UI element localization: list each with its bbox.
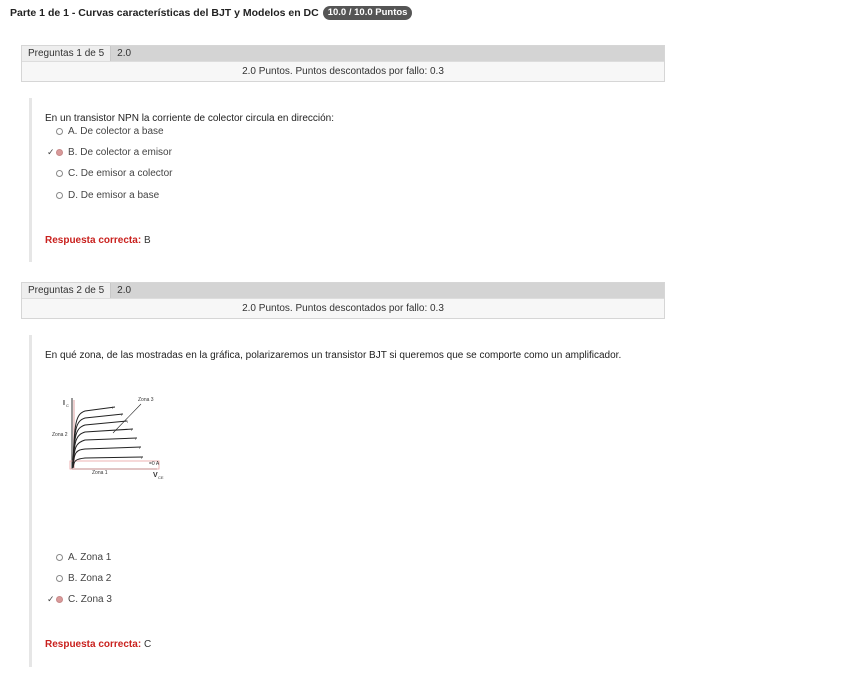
question-2-correct-answer — [45, 639, 151, 650]
option-label: C. De emisor a colector — [68, 167, 173, 179]
page-header — [10, 5, 412, 21]
option-label: C. Zona 3 — [68, 593, 112, 605]
question-2-points: 2.0 — [117, 285, 132, 296]
question-1-option-a[interactable] — [47, 124, 164, 138]
correct-answer-value: C — [143, 639, 152, 650]
question-1-option-c[interactable] — [47, 166, 172, 180]
question-1-correct-answer — [45, 235, 151, 246]
ib3-label: I — [131, 427, 133, 432]
radio-icon[interactable] — [56, 554, 63, 561]
option-label: A. De colector a base — [68, 125, 164, 137]
radio-selected-icon[interactable] — [56, 596, 63, 603]
page-title: Parte 1 de 1 - Curvas características del BJT y Modelos en DC — [10, 7, 319, 19]
curve-ib0 — [73, 457, 143, 468]
option-label: B. De colector a emisor — [68, 146, 172, 158]
question-2-option-c[interactable] — [47, 592, 112, 606]
bjt-characteristic-graph — [45, 392, 175, 484]
question-1-option-d[interactable] — [47, 188, 159, 202]
correct-answer-label: Respuesta correcta: — [45, 235, 142, 246]
radio-selected-icon[interactable] — [56, 149, 63, 156]
radio-icon[interactable] — [56, 128, 63, 135]
zone1-label: Zona 1 — [92, 470, 108, 476]
zone3-label: Zona 3 — [138, 397, 154, 403]
ib0-label: I — [141, 455, 143, 460]
question-2-info: 2.0 Puntos. Puntos descontados por fallo: 0.3 — [22, 298, 664, 318]
bjt-curves-svg — [45, 392, 175, 484]
question-1-points: 2.0 — [117, 48, 132, 59]
option-label: D. De emisor a base — [68, 189, 160, 201]
ib-labels — [112, 405, 142, 460]
check-icon: ✓ — [47, 146, 55, 157]
ib1-label: I — [139, 445, 141, 450]
question-2-number: Preguntas 2 de 5 — [22, 283, 111, 298]
option-label: A. Zona 1 — [68, 551, 112, 563]
question-1-text: En un transistor NPN la corriente de colector circula en dirección: — [45, 113, 335, 124]
zone1-box — [70, 461, 159, 469]
question-2-body-rule — [29, 335, 32, 667]
question-2-text: En qué zona, de las mostradas en la gráfica, polarizaremos un transistor BJT si queremos que se comporte como un amplificador. — [45, 350, 622, 361]
y-axis-label: I — [63, 400, 65, 407]
x-axis-label: V — [153, 472, 158, 479]
y-axis-sub: C — [66, 403, 69, 408]
question-1-number: Preguntas 1 de 5 — [22, 46, 111, 61]
question-1-body-rule — [29, 98, 32, 262]
curve-ib2 — [73, 438, 137, 468]
check-icon: ✓ — [47, 593, 55, 604]
correct-answer-value: B — [143, 235, 151, 246]
question-2-option-b[interactable] — [47, 571, 111, 585]
ib5-label: I — [121, 412, 123, 417]
ib2-label: I — [135, 436, 137, 441]
question-1-info: 2.0 Puntos. Puntos descontados por fallo: 0.3 — [22, 61, 664, 81]
ib4-label: I — [127, 419, 129, 424]
radio-icon[interactable] — [56, 170, 63, 177]
question-2-header — [21, 282, 665, 319]
option-label: B. Zona 2 — [68, 572, 112, 584]
correct-answer-label: Respuesta correcta: — [45, 639, 142, 650]
ib6-label: I — [112, 405, 114, 410]
radio-icon[interactable] — [56, 192, 63, 199]
x-axis-sub: CE — [158, 475, 164, 480]
radio-icon[interactable] — [56, 575, 63, 582]
question-2-option-a[interactable] — [47, 550, 111, 564]
question-1-header — [21, 45, 665, 82]
score-badge: 10.0 / 10.0 Puntos — [323, 6, 413, 20]
question-1-option-b[interactable] — [47, 145, 172, 159]
ib0-value: =0 A — [149, 461, 160, 467]
zone2-label: Zona 2 — [52, 432, 68, 438]
